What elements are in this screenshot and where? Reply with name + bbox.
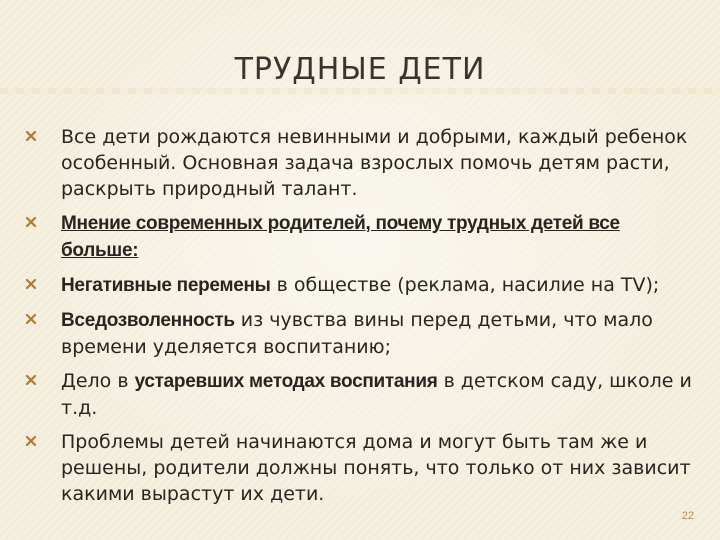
x-mark-icon	[25, 313, 37, 325]
list-item	[24, 368, 696, 421]
item-text-emphasis: Вседозволенность	[61, 310, 235, 331]
list-item	[24, 272, 696, 299]
item-text-emphasis: Негативные перемены	[61, 275, 271, 296]
slide-title: ТРУДНЫЕ ДЕТИ	[234, 52, 486, 87]
item-text: в детском саду, школе и т.д.	[61, 370, 692, 419]
x-mark-icon	[25, 374, 37, 386]
decorative-band	[0, 88, 720, 94]
item-text: Все дети рождаются невинными и добрыми, каждый ребенок особенный. Основная задача взрослых помочь детям расти, раскрыть природный талант.	[61, 126, 688, 200]
list-item	[24, 429, 696, 507]
item-text-emphasis: устаревших методах воспитания	[134, 371, 438, 392]
item-text: из чувства вины перед детьми, что мало времени уделяется воспитанию;	[61, 309, 653, 358]
item-text: Проблемы детей начинаются дома и могут быть там же и решены, родители должны понять, что только от них зависит какими вырастут их дети.	[61, 431, 691, 505]
item-text-emphasis: Мнение современных родителей, почему трудных детей все больше:	[61, 213, 620, 261]
x-mark-icon	[25, 278, 37, 290]
list-item	[24, 307, 696, 360]
page-number: 22	[681, 510, 694, 522]
list-item	[24, 210, 696, 264]
item-text: Дело в	[61, 370, 135, 392]
x-mark-icon	[25, 216, 37, 228]
x-mark-icon	[25, 130, 37, 142]
bullet-list	[24, 124, 696, 515]
list-item	[24, 124, 696, 202]
x-mark-icon	[25, 435, 37, 447]
item-text: в обществе (реклама, насилие на TV);	[270, 274, 660, 296]
